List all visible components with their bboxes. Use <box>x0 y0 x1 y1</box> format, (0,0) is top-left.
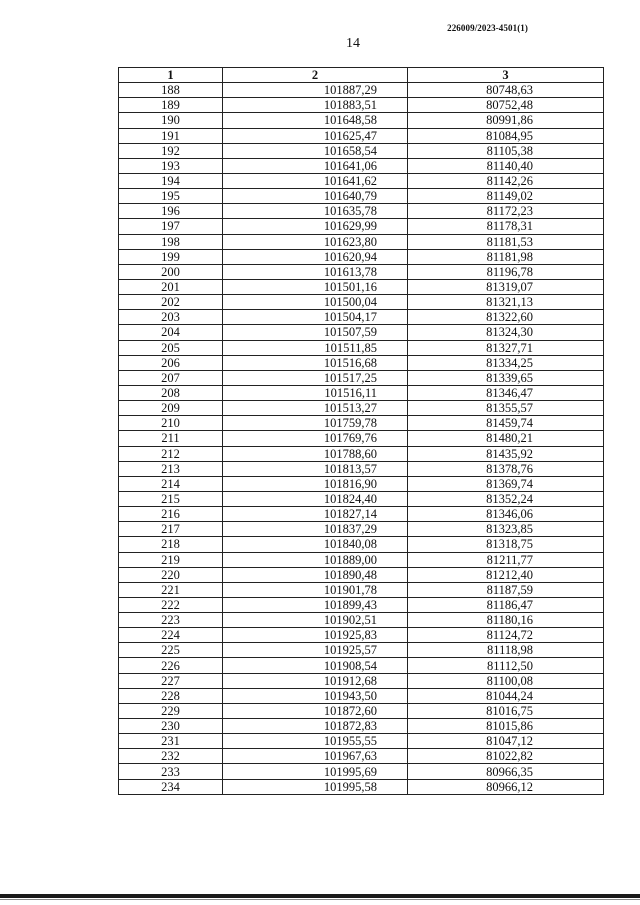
cell-x-coordinate: 101507,59 <box>223 325 408 340</box>
cell-x-coordinate: 101967,63 <box>223 749 408 764</box>
table-row <box>119 295 604 310</box>
cell-point-number: 231 <box>119 734 223 749</box>
page-number: 14 <box>346 36 360 51</box>
cell-x-coordinate: 101613,78 <box>223 264 408 279</box>
table-row <box>119 401 604 416</box>
column-header-y: 3 <box>408 68 604 83</box>
cell-x-coordinate: 101620,94 <box>223 249 408 264</box>
cell-x-coordinate: 101995,58 <box>223 779 408 794</box>
cell-point-number: 234 <box>119 779 223 794</box>
cell-y-coordinate: 80966,35 <box>408 764 604 779</box>
cell-point-number: 214 <box>119 476 223 491</box>
cell-x-coordinate: 101887,29 <box>223 83 408 98</box>
cell-point-number: 229 <box>119 703 223 718</box>
cell-y-coordinate: 81212,40 <box>408 567 604 582</box>
cell-y-coordinate: 81118,98 <box>408 643 604 658</box>
cell-point-number: 188 <box>119 83 223 98</box>
cell-y-coordinate: 81339,65 <box>408 370 604 385</box>
cell-point-number: 219 <box>119 552 223 567</box>
cell-x-coordinate: 101943,50 <box>223 688 408 703</box>
cell-point-number: 198 <box>119 234 223 249</box>
cell-point-number: 223 <box>119 613 223 628</box>
cell-x-coordinate: 101813,57 <box>223 461 408 476</box>
table-row <box>119 310 604 325</box>
cell-point-number: 208 <box>119 385 223 400</box>
cell-point-number: 232 <box>119 749 223 764</box>
cell-y-coordinate: 80752,48 <box>408 98 604 113</box>
cell-y-coordinate: 81124,72 <box>408 628 604 643</box>
table-row <box>119 416 604 431</box>
table-row <box>119 597 604 612</box>
table-row <box>119 340 604 355</box>
cell-point-number: 209 <box>119 401 223 416</box>
cell-point-number: 220 <box>119 567 223 582</box>
cell-point-number: 212 <box>119 446 223 461</box>
column-header-point-number: 1 <box>119 68 223 83</box>
cell-point-number: 218 <box>119 537 223 552</box>
cell-x-coordinate: 101840,08 <box>223 537 408 552</box>
table-row <box>119 567 604 582</box>
cell-x-coordinate: 101629,99 <box>223 219 408 234</box>
cell-x-coordinate: 101872,60 <box>223 703 408 718</box>
table-row <box>119 537 604 552</box>
cell-point-number: 226 <box>119 658 223 673</box>
cell-point-number: 215 <box>119 491 223 506</box>
cell-x-coordinate: 101908,54 <box>223 658 408 673</box>
table-row <box>119 613 604 628</box>
table-row <box>119 128 604 143</box>
table-row <box>119 325 604 340</box>
cell-point-number: 230 <box>119 719 223 734</box>
cell-point-number: 200 <box>119 264 223 279</box>
table-row <box>119 113 604 128</box>
bottom-scan-border <box>0 894 640 898</box>
cell-y-coordinate: 81181,98 <box>408 249 604 264</box>
cell-point-number: 191 <box>119 128 223 143</box>
cell-y-coordinate: 81022,82 <box>408 749 604 764</box>
table-row <box>119 764 604 779</box>
cell-y-coordinate: 81105,38 <box>408 143 604 158</box>
table-row <box>119 643 604 658</box>
table-row <box>119 189 604 204</box>
table-row <box>119 158 604 173</box>
cell-x-coordinate: 101511,85 <box>223 340 408 355</box>
cell-point-number: 227 <box>119 673 223 688</box>
cell-y-coordinate: 81324,30 <box>408 325 604 340</box>
cell-y-coordinate: 81044,24 <box>408 688 604 703</box>
cell-y-coordinate: 81140,40 <box>408 158 604 173</box>
cell-y-coordinate: 81323,85 <box>408 522 604 537</box>
cell-y-coordinate: 81211,77 <box>408 552 604 567</box>
table-row <box>119 173 604 188</box>
cell-x-coordinate: 101872,83 <box>223 719 408 734</box>
cell-y-coordinate: 81112,50 <box>408 658 604 673</box>
cell-point-number: 225 <box>119 643 223 658</box>
table-row <box>119 522 604 537</box>
cell-x-coordinate: 101889,00 <box>223 552 408 567</box>
cell-y-coordinate: 81100,08 <box>408 673 604 688</box>
table-row <box>119 628 604 643</box>
cell-point-number: 203 <box>119 310 223 325</box>
cell-y-coordinate: 81378,76 <box>408 461 604 476</box>
cell-y-coordinate: 81459,74 <box>408 416 604 431</box>
cell-x-coordinate: 101641,62 <box>223 173 408 188</box>
cell-y-coordinate: 81346,47 <box>408 385 604 400</box>
cell-x-coordinate: 101902,51 <box>223 613 408 628</box>
cell-x-coordinate: 101824,40 <box>223 491 408 506</box>
cell-y-coordinate: 81187,59 <box>408 582 604 597</box>
cell-y-coordinate: 81355,57 <box>408 401 604 416</box>
cell-point-number: 207 <box>119 370 223 385</box>
table-header-row <box>119 68 604 83</box>
cell-x-coordinate: 101513,27 <box>223 401 408 416</box>
table-row <box>119 446 604 461</box>
cell-point-number: 217 <box>119 522 223 537</box>
table-row <box>119 279 604 294</box>
cell-x-coordinate: 101925,83 <box>223 628 408 643</box>
cell-y-coordinate: 81346,06 <box>408 507 604 522</box>
table-row <box>119 719 604 734</box>
cell-y-coordinate: 81047,12 <box>408 734 604 749</box>
cell-y-coordinate: 81178,31 <box>408 219 604 234</box>
table-row <box>119 461 604 476</box>
cell-x-coordinate: 101925,57 <box>223 643 408 658</box>
cell-x-coordinate: 101641,06 <box>223 158 408 173</box>
cell-x-coordinate: 101623,80 <box>223 234 408 249</box>
cell-point-number: 204 <box>119 325 223 340</box>
cell-point-number: 199 <box>119 249 223 264</box>
cell-x-coordinate: 101883,51 <box>223 98 408 113</box>
table-row <box>119 249 604 264</box>
cell-y-coordinate: 80991,86 <box>408 113 604 128</box>
cell-point-number: 221 <box>119 582 223 597</box>
table-row <box>119 385 604 400</box>
table-row <box>119 552 604 567</box>
cell-y-coordinate: 81318,75 <box>408 537 604 552</box>
cell-x-coordinate: 101955,55 <box>223 734 408 749</box>
table-row <box>119 658 604 673</box>
table-row <box>119 234 604 249</box>
cell-y-coordinate: 81186,47 <box>408 597 604 612</box>
cell-x-coordinate: 101648,58 <box>223 113 408 128</box>
cell-x-coordinate: 101816,90 <box>223 476 408 491</box>
cell-y-coordinate: 80966,12 <box>408 779 604 794</box>
cell-point-number: 210 <box>119 416 223 431</box>
cell-y-coordinate: 81196,78 <box>408 264 604 279</box>
cell-x-coordinate: 101516,11 <box>223 385 408 400</box>
cell-point-number: 193 <box>119 158 223 173</box>
table-row <box>119 83 604 98</box>
cell-y-coordinate: 81181,53 <box>408 234 604 249</box>
table-row <box>119 355 604 370</box>
cell-x-coordinate: 101516,68 <box>223 355 408 370</box>
table-row <box>119 98 604 113</box>
table-row <box>119 431 604 446</box>
table-row <box>119 507 604 522</box>
cell-y-coordinate: 81352,24 <box>408 491 604 506</box>
table-row <box>119 491 604 506</box>
cell-y-coordinate: 81180,16 <box>408 613 604 628</box>
cell-point-number: 189 <box>119 98 223 113</box>
cell-x-coordinate: 101501,16 <box>223 279 408 294</box>
cell-y-coordinate: 81322,60 <box>408 310 604 325</box>
cell-x-coordinate: 101912,68 <box>223 673 408 688</box>
cell-y-coordinate: 81321,13 <box>408 295 604 310</box>
cell-y-coordinate: 81480,21 <box>408 431 604 446</box>
cell-x-coordinate: 101504,17 <box>223 310 408 325</box>
table-row <box>119 219 604 234</box>
table-row <box>119 370 604 385</box>
cell-y-coordinate: 81334,25 <box>408 355 604 370</box>
cell-x-coordinate: 101759,78 <box>223 416 408 431</box>
table-row <box>119 673 604 688</box>
cell-x-coordinate: 101899,43 <box>223 597 408 612</box>
cell-y-coordinate: 81084,95 <box>408 128 604 143</box>
cell-point-number: 233 <box>119 764 223 779</box>
cell-y-coordinate: 81369,74 <box>408 476 604 491</box>
table-row <box>119 204 604 219</box>
table-row <box>119 688 604 703</box>
cell-point-number: 205 <box>119 340 223 355</box>
cell-x-coordinate: 101995,69 <box>223 764 408 779</box>
cell-y-coordinate: 81016,75 <box>408 703 604 718</box>
cell-point-number: 224 <box>119 628 223 643</box>
cell-x-coordinate: 101625,47 <box>223 128 408 143</box>
cell-point-number: 206 <box>119 355 223 370</box>
cell-x-coordinate: 101500,04 <box>223 295 408 310</box>
cell-x-coordinate: 101837,29 <box>223 522 408 537</box>
cell-y-coordinate: 81319,07 <box>408 279 604 294</box>
cell-x-coordinate: 101827,14 <box>223 507 408 522</box>
table-row <box>119 476 604 491</box>
cell-point-number: 202 <box>119 295 223 310</box>
table-row <box>119 749 604 764</box>
cell-y-coordinate: 81172,23 <box>408 204 604 219</box>
cell-point-number: 201 <box>119 279 223 294</box>
cell-point-number: 196 <box>119 204 223 219</box>
column-header-x: 2 <box>223 68 408 83</box>
cell-y-coordinate: 81435,92 <box>408 446 604 461</box>
cell-point-number: 195 <box>119 189 223 204</box>
cell-y-coordinate: 80748,63 <box>408 83 604 98</box>
table-row <box>119 703 604 718</box>
cell-x-coordinate: 101658,54 <box>223 143 408 158</box>
bottom-scan-border-thin <box>0 899 640 900</box>
cell-point-number: 197 <box>119 219 223 234</box>
cell-x-coordinate: 101517,25 <box>223 370 408 385</box>
cell-x-coordinate: 101901,78 <box>223 582 408 597</box>
cell-x-coordinate: 101890,48 <box>223 567 408 582</box>
cell-point-number: 190 <box>119 113 223 128</box>
cell-point-number: 211 <box>119 431 223 446</box>
cell-x-coordinate: 101788,60 <box>223 446 408 461</box>
table-row <box>119 264 604 279</box>
cell-y-coordinate: 81149,02 <box>408 189 604 204</box>
cell-point-number: 213 <box>119 461 223 476</box>
cell-point-number: 216 <box>119 507 223 522</box>
cell-y-coordinate: 81142,26 <box>408 173 604 188</box>
cell-y-coordinate: 81327,71 <box>408 340 604 355</box>
table-row <box>119 582 604 597</box>
coordinates-table <box>118 67 604 795</box>
table-row <box>119 779 604 794</box>
cell-y-coordinate: 81015,86 <box>408 719 604 734</box>
cell-x-coordinate: 101635,78 <box>223 204 408 219</box>
table-body <box>119 83 604 795</box>
cell-x-coordinate: 101769,76 <box>223 431 408 446</box>
cell-point-number: 194 <box>119 173 223 188</box>
document-number: 226009/2023-4501(1) <box>447 23 528 33</box>
cell-point-number: 192 <box>119 143 223 158</box>
table-row <box>119 734 604 749</box>
cell-point-number: 228 <box>119 688 223 703</box>
cell-x-coordinate: 101640,79 <box>223 189 408 204</box>
cell-point-number: 222 <box>119 597 223 612</box>
table-row <box>119 143 604 158</box>
